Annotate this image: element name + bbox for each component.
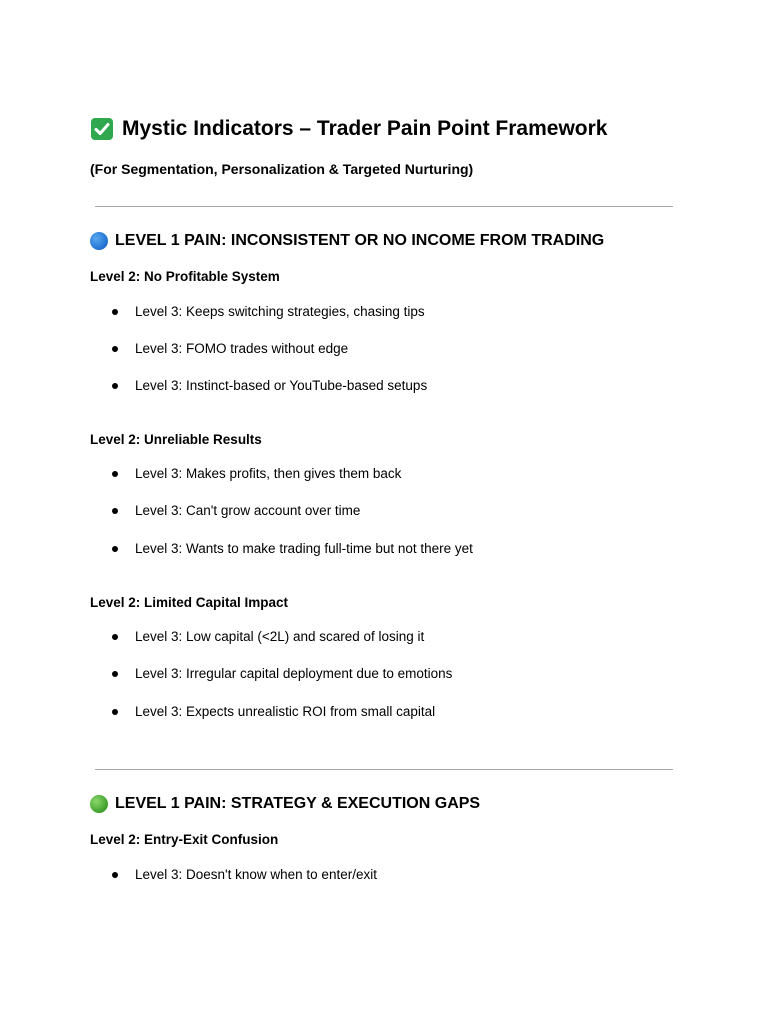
bullet-icon bbox=[112, 471, 118, 477]
level2-heading: Level 2: Limited Capital Impact bbox=[90, 595, 289, 610]
bullet-icon bbox=[112, 346, 118, 352]
list-item bbox=[112, 703, 435, 721]
list-item-text: Level 3: Wants to make trading full-time but not there yet bbox=[135, 541, 473, 556]
list-item-text: Level 3: Instinct-based or YouTube-based setups bbox=[135, 378, 428, 393]
bullet-icon bbox=[112, 872, 118, 878]
bullet-icon bbox=[112, 508, 118, 514]
list-item-text: Level 3: Low capital (<2L) and scared of losing it bbox=[135, 629, 425, 644]
bullet-icon bbox=[112, 546, 118, 552]
section-heading-text: LEVEL 1 PAIN: STRATEGY & EXECUTION GAPS bbox=[115, 795, 481, 812]
blue-circle-icon bbox=[90, 232, 108, 250]
list-item-text: Level 3: FOMO trades without edge bbox=[135, 341, 349, 356]
bullet-icon bbox=[112, 634, 118, 640]
bullet-icon bbox=[112, 671, 118, 677]
list-item-text: Level 3: Keeps switching strategies, chasing tips bbox=[135, 304, 425, 319]
list-item-text: Level 3: Expects unrealistic ROI from small capital bbox=[135, 704, 436, 719]
bullet-icon bbox=[112, 309, 118, 315]
document-title bbox=[90, 114, 607, 144]
list-item-text: Level 3: Doesn't know when to enter/exit bbox=[135, 867, 377, 882]
section-heading-text: LEVEL 1 PAIN: INCONSISTENT OR NO INCOME FROM TRADING bbox=[115, 232, 605, 249]
list-item-text: Level 3: Can't grow account over time bbox=[135, 503, 361, 518]
check-mark-icon bbox=[90, 117, 114, 141]
list-item bbox=[112, 502, 360, 520]
list-item bbox=[112, 866, 377, 884]
list-item bbox=[112, 303, 425, 321]
document-title-text: Mystic Indicators – Trader Pain Point Framework bbox=[122, 117, 608, 140]
list-item bbox=[112, 628, 424, 646]
list-item bbox=[112, 665, 452, 683]
document-subtitle: (For Segmentation, Personalization & Targeted Nurturing) bbox=[90, 161, 474, 177]
divider bbox=[95, 769, 673, 770]
section-heading-strategy bbox=[90, 794, 480, 814]
level2-heading: Level 2: Entry-Exit Confusion bbox=[90, 832, 279, 847]
list-item bbox=[112, 377, 427, 395]
level2-heading: Level 2: No Profitable System bbox=[90, 269, 280, 284]
list-item bbox=[112, 465, 401, 483]
bullet-icon bbox=[112, 383, 118, 389]
list-item-text: Level 3: Makes profits, then gives them back bbox=[135, 466, 402, 481]
list-item bbox=[112, 540, 473, 558]
level2-heading: Level 2: Unreliable Results bbox=[90, 432, 262, 447]
section-heading-income bbox=[90, 231, 604, 251]
divider bbox=[95, 206, 673, 207]
green-circle-icon bbox=[90, 795, 108, 813]
list-item-text: Level 3: Irregular capital deployment due to emotions bbox=[135, 666, 453, 681]
bullet-icon bbox=[112, 709, 118, 715]
list-item bbox=[112, 340, 348, 358]
